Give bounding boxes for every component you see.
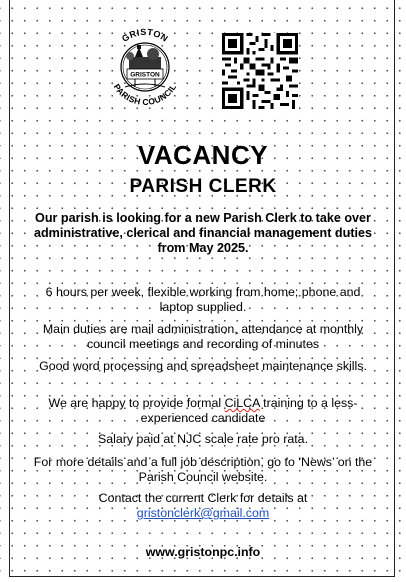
training-text-before: We are happy to provide formal xyxy=(48,396,225,410)
hours-paragraph: 6 hours per week, flexible working from home; phone and laptop supplied. xyxy=(45,285,361,314)
salary-paragraph: Salary paid at NJC scale rate pro rata. xyxy=(97,432,309,446)
role-title: PARISH CLERK xyxy=(129,176,277,197)
intro-paragraph: Our parish is looking for a new Parish Clerk to take over administrative, clerical and financial management duties from May 2025. xyxy=(33,211,373,255)
svg-text:PARISH COUNCIL: PARISH COUNCIL xyxy=(111,81,179,108)
training-paragraph xyxy=(30,396,376,426)
website-address[interactable]: www.gristonpc.info xyxy=(145,545,261,559)
skills-paragraph: Good word processing and spreadsheet maintenance skills. xyxy=(39,359,367,373)
vacancy-title: VACANCY xyxy=(137,140,269,170)
duties-paragraph: Main duties are mail administration, attendance at monthly council meetings and recording of minutes xyxy=(42,322,364,351)
parish-council-logo xyxy=(101,23,189,111)
training-text-after: training to a less-experienced candidate xyxy=(140,396,358,425)
cilca-word: CiLCA xyxy=(224,396,260,410)
more-info-paragraph: For more details and a full job description, go to ‘News’ on the Parish Council website. xyxy=(33,455,373,484)
contact-text: Contact the current Clerk for details at xyxy=(98,491,308,505)
qr-code-icon[interactable] xyxy=(222,33,298,109)
svg-text:GRISTON: GRISTON xyxy=(130,71,160,79)
contact-paragraph xyxy=(30,491,376,521)
svg-text:GRISTON: GRISTON xyxy=(120,26,171,44)
contact-email-link[interactable]: gristonclerk@gmail.com xyxy=(136,506,270,520)
